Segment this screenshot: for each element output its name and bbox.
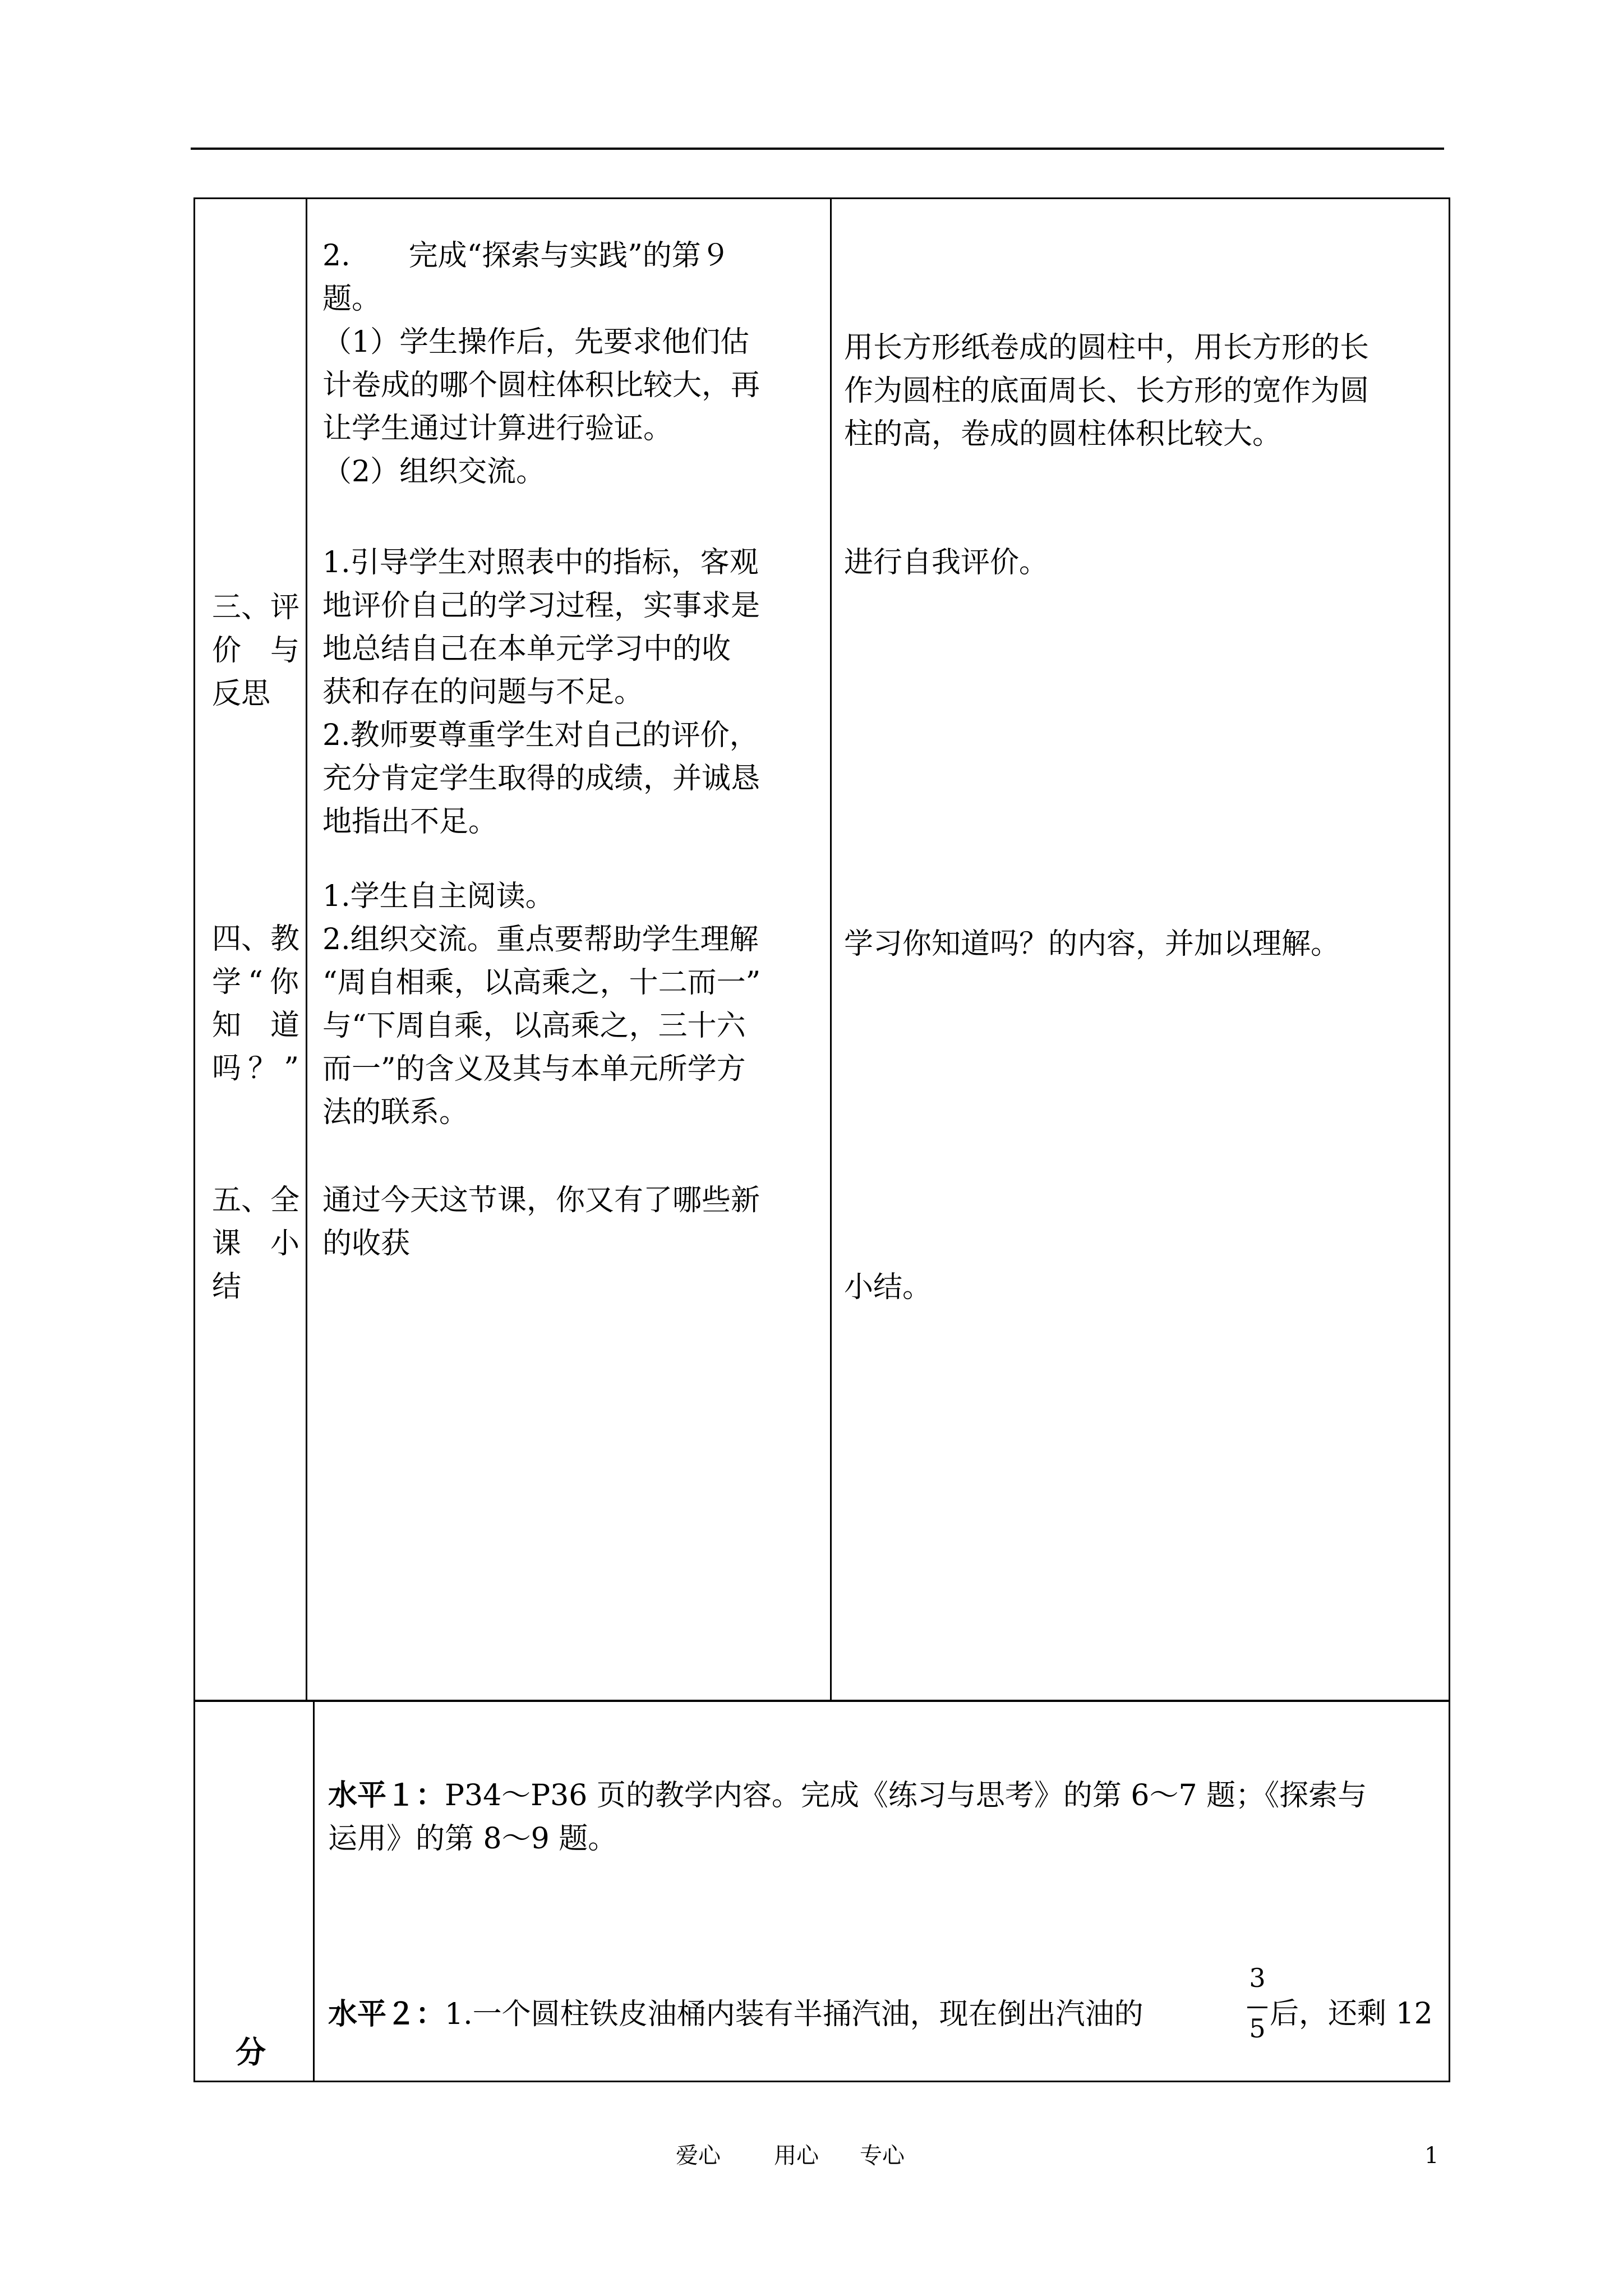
section4-mid-line-2: 2.组织交流。重点要帮助学生理解 <box>322 923 759 956</box>
level1-line-1: P34～P36 页的教学内容。完成《练习与思考》的第 6～7 题；《探索与 <box>445 1779 1367 1812</box>
mid-top-line-5: 让学生通过计算进行验证。 <box>322 412 673 445</box>
right-top-line-2: 作为圆柱的底面周长、长方形的宽作为圆 <box>844 374 1370 408</box>
mid-top-line-6: （2）组织交流。 <box>322 455 546 489</box>
section3-mid-line-5: 2.教师要尊重学生对自己的评价， <box>322 719 759 752</box>
section4-mid-line-1: 1.学生自主阅读。 <box>322 880 555 913</box>
level2-block <box>328 1993 1144 2036</box>
right-top-line-1: 用长方形纸卷成的圆柱中，用长方形的长 <box>844 331 1370 365</box>
section4-mid-text <box>322 875 760 1134</box>
section4-label-line-2: 学“你 <box>212 965 299 999</box>
section3-mid-line-1: 1.引导学生对照表中的指标，客观 <box>322 546 759 579</box>
level1-block <box>328 1774 1367 1861</box>
homework-label: 分 <box>236 2034 266 2070</box>
section4-label-line-4: 吗？” <box>212 1052 299 1085</box>
section3-label-line-1: 三、评 <box>212 591 300 624</box>
section5-mid-line-1: 通过今天这节课，你又有了哪些新 <box>322 1184 760 1217</box>
mid-top-text <box>322 234 760 494</box>
section3-label-line-2: 价 与 <box>212 634 300 668</box>
right-top-line-3: 柱的高，卷成的圆柱体积比较大。 <box>844 417 1282 451</box>
section4-label-line-1: 四、教 <box>212 922 300 956</box>
level2-text-after: 后，还剩 12 <box>1270 1997 1433 2031</box>
section3-mid-line-4: 获和存在的问题与不足。 <box>322 675 644 709</box>
section4-mid-line-5: 而一”的含义及其与本单元所学方 <box>322 1052 746 1086</box>
mid-top-line-4: 计卷成的哪个圆柱体积比较大，再 <box>322 369 760 402</box>
section5-mid-text <box>322 1179 760 1266</box>
section4-mid-line-6: 法的联系。 <box>322 1096 469 1129</box>
section3-label <box>212 586 299 716</box>
level2-text-before: 1.一个圆柱铁皮油桶内装有半捅汽油，现在倒出汽油的 <box>445 1998 1144 2031</box>
page-number: 1 <box>1424 2143 1439 2169</box>
section4-label-line-3: 知 道 <box>212 1009 300 1042</box>
footer-yongxin: 用心 <box>774 2143 819 2169</box>
header-rule <box>191 148 1444 150</box>
section3-mid-line-7: 地指出不足。 <box>322 805 498 839</box>
homework-column-divider <box>313 1701 315 2081</box>
section5-label <box>212 1179 299 1309</box>
section5-label-line-1: 五、全 <box>212 1184 300 1217</box>
fraction-bar <box>1247 2007 1267 2008</box>
section4-right-text: 学习你知道吗？的内容，并加以理解。 <box>844 927 1340 961</box>
section3-right-text: 进行自我评价。 <box>844 546 1049 579</box>
section4-mid-line-3: “周自相乘，以高乘之，十二而一” <box>322 966 761 1000</box>
level1-line-2: 运用》的第 8～9 题。 <box>328 1822 617 1856</box>
section4-label <box>212 918 299 1091</box>
section5-mid-line-2: 的收获 <box>322 1227 411 1260</box>
section5-label-line-3: 结 <box>212 1270 242 1304</box>
section4-mid-line-4: 与“下周自乘，以高乘之，三十六 <box>322 1009 746 1043</box>
section3-mid-line-6: 充分肯定学生取得的成绩，并诚恳 <box>322 762 760 795</box>
mid-top-line-3: （1）学生操作后，先要求他们估 <box>322 325 750 359</box>
fraction-denominator: 5 <box>1249 2013 1266 2044</box>
level1-title: 水平１： <box>328 1778 445 1812</box>
mid-top-line-1: 2. 完成“探索与实践”的第９ <box>322 239 730 273</box>
section5-label-line-2: 课 小 <box>212 1227 300 1260</box>
right-top-text <box>844 326 1369 456</box>
section5-right-text: 小结。 <box>844 1271 932 1304</box>
section3-mid-line-3: 地总结自己在本单元学习中的收 <box>322 632 731 666</box>
footer-zhuanxin: 专心 <box>860 2143 905 2169</box>
fraction-numerator: 3 <box>1249 1963 1266 1993</box>
section3-mid-text <box>322 541 760 844</box>
section3-mid-line-2: 地评价自己的学习过程，实事求是 <box>322 589 760 623</box>
column-divider-1 <box>306 199 307 1700</box>
mid-top-line-2: 题。 <box>322 282 381 316</box>
column-divider-2 <box>830 199 832 1700</box>
footer-aixin: 爱心 <box>676 2143 721 2169</box>
level2-title: 水平２： <box>328 1997 445 2031</box>
section3-label-line-3: 反思 <box>212 677 271 711</box>
